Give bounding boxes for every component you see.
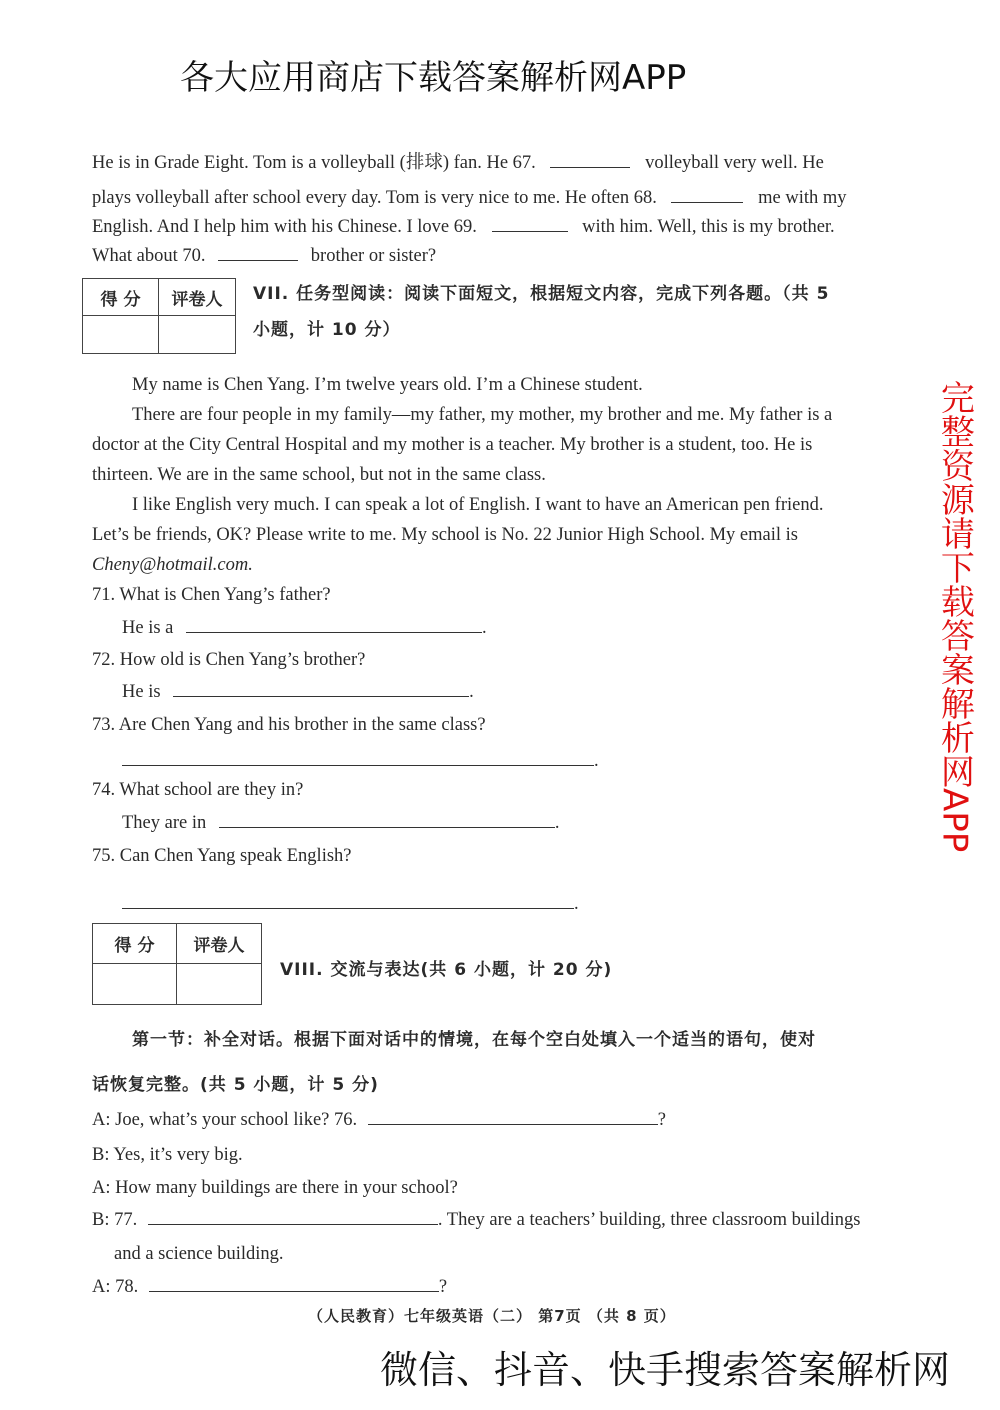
text: He is in Grade Eight. Tom is a volleyball (排球) fan. He 67. [92, 153, 536, 173]
question-75: 75. Can Chen Yang speak English? [92, 846, 352, 866]
text: me with my [758, 188, 847, 208]
watermark-center: 完整资源请下载答案解析网APP [934, 380, 975, 853]
section-8-title: VIII. 交流与表达(共 6 小题，计 20 分) [280, 960, 613, 980]
text: . [554, 813, 560, 833]
answer-73 [122, 750, 599, 772]
text: They are in [122, 813, 207, 833]
text: . [594, 751, 599, 771]
text: B: 77. [92, 1210, 138, 1230]
grader-cell[interactable] [159, 316, 235, 353]
answer-74 [122, 812, 560, 834]
section-7-title: VII. 任务型阅读：阅读下面短文，根据短文内容，完成下列各题。（共 5 [253, 284, 830, 304]
part-1-instructions-cont: 话恢复完整。(共 5 小题，计 5 分) [92, 1075, 379, 1095]
answer-blank[interactable] [122, 894, 574, 909]
text: English. And I help him with his Chinese. I love 69. [92, 217, 477, 237]
passage-line: My name is Chen Yang. I’m twelve years old. I’m a Chinese student. [132, 375, 643, 395]
cloze-line-3 [92, 216, 835, 238]
passage-line: I like English very much. I can speak a lot of English. I want to have an American pen friend. [132, 495, 824, 515]
score-label: 得 分 [83, 279, 159, 316]
grader-cell[interactable] [177, 964, 261, 1004]
answer-75 [122, 893, 579, 915]
part-1-instructions: 第一节：补全对话。根据下面对话中的情境，在每个空白处填入一个适当的语句，使对 [132, 1030, 816, 1050]
passage-line: doctor at the City Central Hospital and my mother is a teacher. My brother is a student, too. He is [92, 435, 813, 455]
question-72: 72. How old is Chen Yang’s brother? [92, 650, 366, 670]
answer-blank[interactable] [219, 813, 555, 828]
text: brother or sister? [310, 246, 437, 266]
score-box-7 [82, 278, 236, 354]
watermark-bottom-right: 微信、抖音、快手搜索答案解析网 [380, 1348, 951, 1392]
question-73: 73. Are Chen Yang and his brother in the same class? [92, 715, 486, 735]
text: . [469, 682, 474, 702]
blank-68[interactable] [671, 188, 743, 203]
text: ? [438, 1277, 448, 1297]
section-7-title-cont: 小题，计 10 分） [253, 320, 401, 340]
blank-69[interactable] [492, 217, 568, 232]
dialogue-line: A: How many buildings are there in your school? [92, 1178, 458, 1198]
cloze-line-2 [92, 187, 847, 209]
blank-78[interactable] [149, 1277, 439, 1292]
blank-70[interactable] [218, 246, 298, 261]
score-label: 得 分 [93, 924, 177, 964]
answer-blank[interactable] [122, 751, 594, 766]
text: . They are a teachers’ building, three classroom buildings [437, 1210, 861, 1230]
page-footer: （人民教育）七年级英语（二） 第7页 （共 8 页） [308, 1307, 676, 1325]
answer-72 [122, 681, 474, 703]
text: with him. Well, this is my brother. [582, 217, 835, 237]
dialogue-line: and a science building. [114, 1244, 284, 1264]
dialogue-line-78 [92, 1276, 447, 1298]
passage-line: There are four people in my family—my father, my mother, my brother and me. My father is a [132, 405, 833, 425]
cloze-line-1 [92, 152, 824, 174]
dialogue-line-76 [92, 1109, 666, 1131]
question-74: 74. What school are they in? [92, 780, 304, 800]
dialogue-line-77 [92, 1209, 861, 1231]
blank-67[interactable] [550, 153, 630, 168]
passage-line: Let’s be friends, OK? Please write to me. My school is No. 22 Junior High School. My email is [92, 525, 798, 545]
text: He is a [122, 618, 174, 638]
blank-76[interactable] [368, 1110, 658, 1125]
watermark-top-left: 各大应用商店下载答案解析网APP [180, 58, 687, 98]
text: A: Joe, what’s your school like? 76. [92, 1110, 358, 1130]
text: He is [122, 682, 161, 702]
text: ? [657, 1110, 666, 1130]
grader-label: 评卷人 [159, 279, 235, 316]
passage-email: Cheny@hotmail.com. [92, 555, 253, 575]
answer-blank[interactable] [186, 618, 482, 633]
score-cell[interactable] [93, 964, 177, 1004]
score-cell[interactable] [83, 316, 159, 353]
grader-label: 评卷人 [177, 924, 261, 964]
answer-71 [122, 617, 487, 639]
passage-line: thirteen. We are in the same school, but not in the same class. [92, 465, 546, 485]
text: What about 70. [92, 246, 206, 266]
text: . [482, 618, 487, 638]
text: A: 78. [92, 1277, 139, 1297]
blank-77[interactable] [148, 1210, 438, 1225]
score-box-8 [92, 923, 262, 1005]
dialogue-line: B: Yes, it’s very big. [92, 1145, 243, 1165]
text: . [574, 894, 579, 914]
question-71: 71. What is Chen Yang’s father? [92, 585, 331, 605]
answer-blank[interactable] [173, 682, 469, 697]
text: plays volleyball after school every day. Tom is very nice to me. He often 68. [92, 188, 657, 208]
text: volleyball very well. He [645, 153, 824, 173]
cloze-line-4 [92, 245, 436, 267]
